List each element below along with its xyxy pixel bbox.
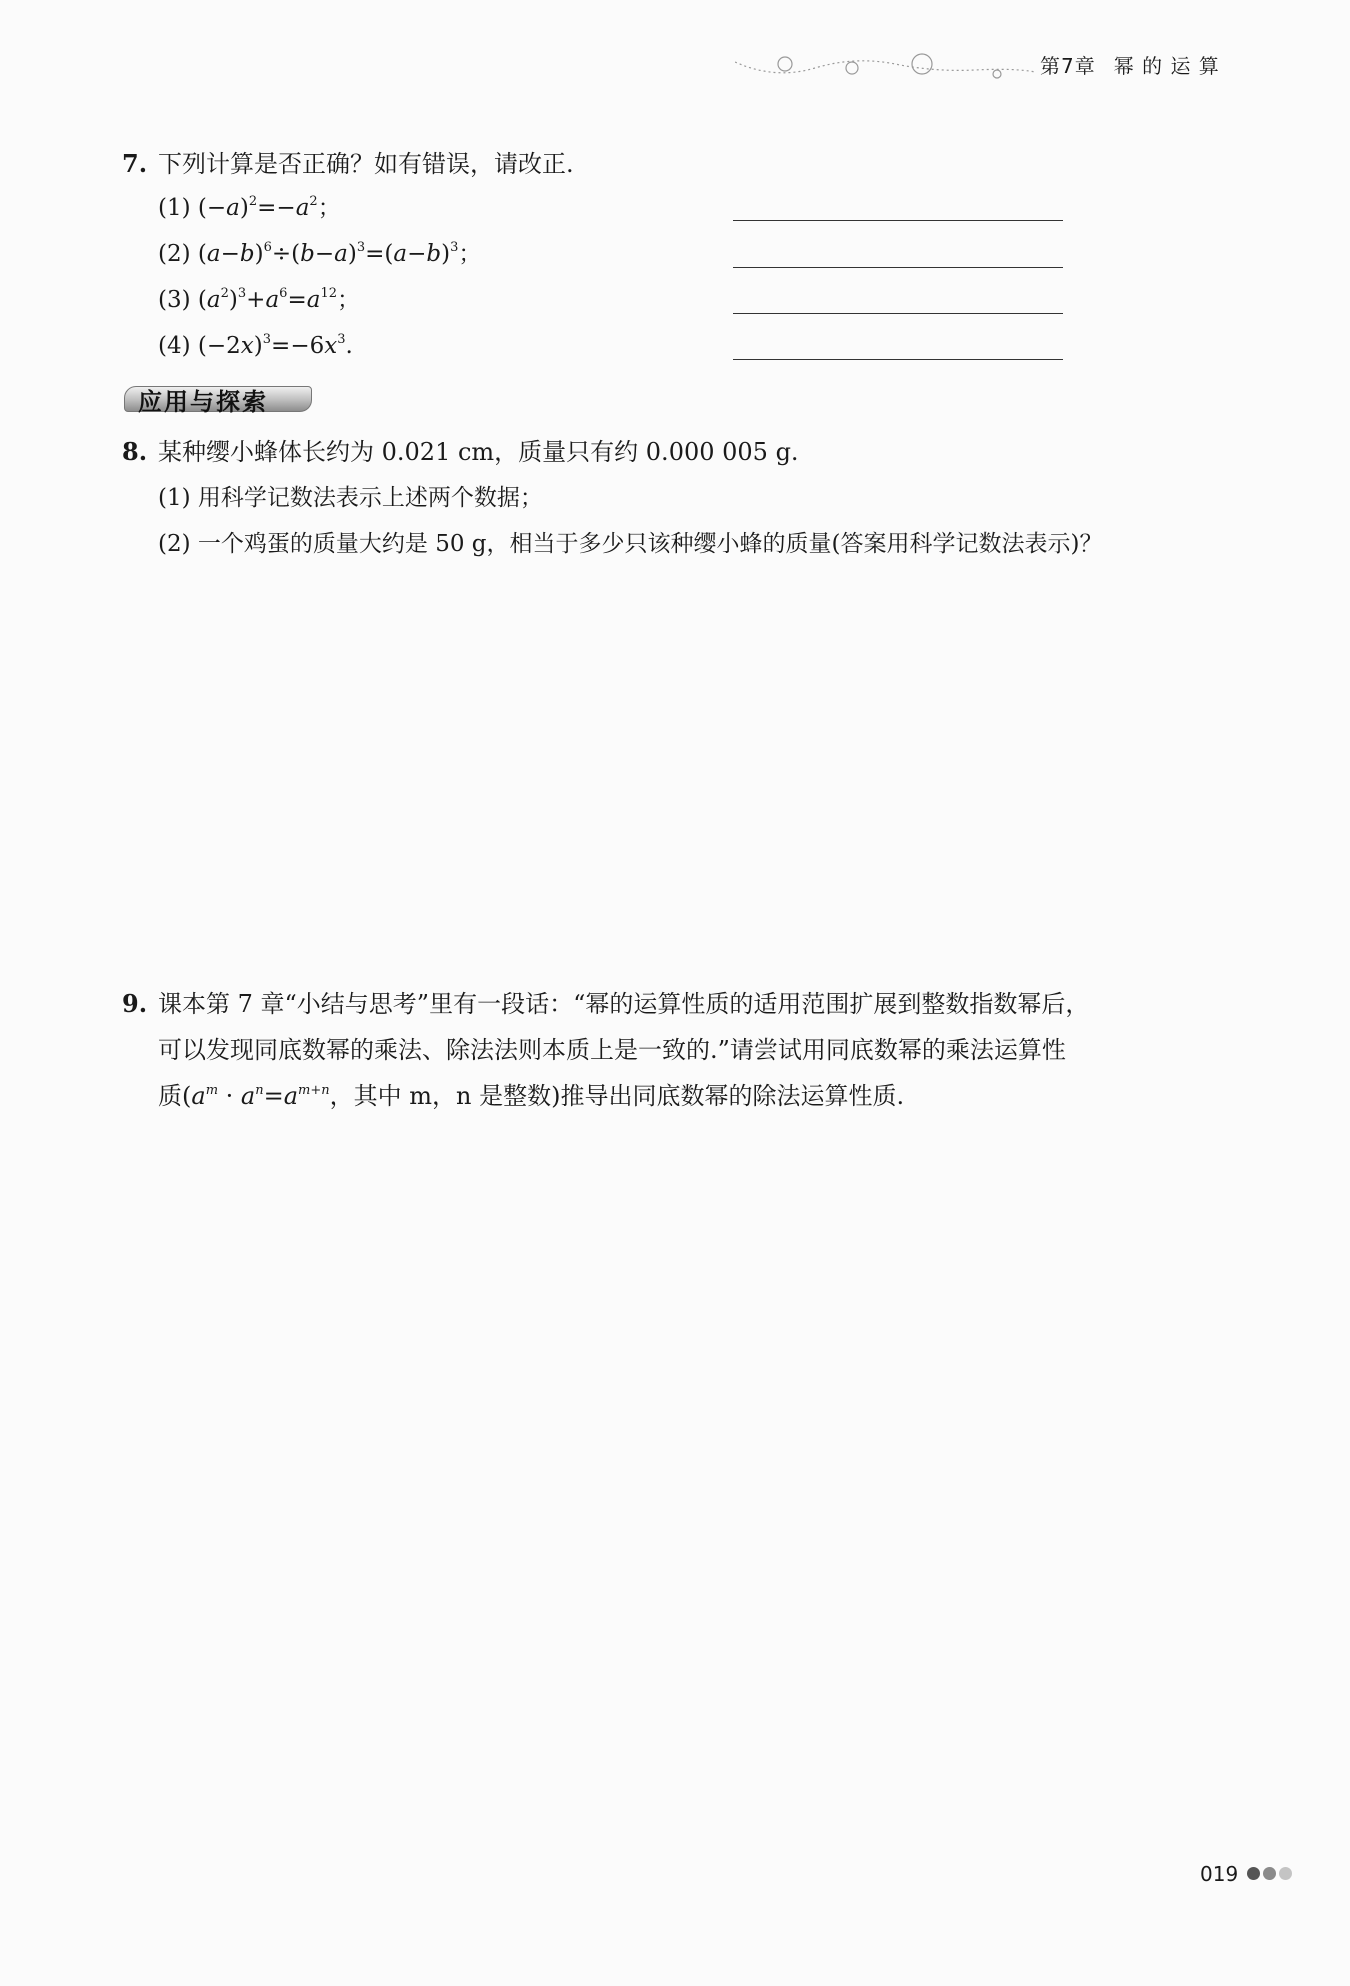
chapter-header	[1040, 50, 1220, 79]
page-dots	[1247, 1865, 1295, 1884]
question-9-line-2: 可以发现同底数幂的乘法、除法法则本质上是一致的.”请尝试用同底数幂的乘法运算性	[158, 1036, 1066, 1064]
chapter-title: 幂 的 运 算	[1113, 54, 1220, 78]
header-decoration	[735, 50, 1035, 90]
question-7-number: 7.	[122, 149, 148, 178]
chapter-number: 第7章	[1040, 54, 1096, 78]
dot-icon	[1247, 1867, 1260, 1880]
item-label: (2)	[158, 241, 191, 267]
section-title: 应用与探索	[138, 388, 268, 416]
question-7-item-2: (2) $(a-b)^6\div(b-a)^3=(a-b)^3$；	[158, 240, 482, 267]
answer-line-1[interactable]	[733, 220, 1063, 221]
question-9-line-3: 质($a^m \cdot a^n=a^{m+n}$，其中 m，n 是整数)推导出同底数幂的除法运算性质.	[158, 1082, 905, 1110]
answer-line-3[interactable]	[733, 313, 1063, 314]
question-8-part-1: (1) 用科学记数法表示上述两个数据；	[158, 485, 543, 511]
question-7-item-3: (3) $(a^2)^3+a^6=a^{12}$；	[158, 286, 360, 313]
item-label: (4)	[158, 333, 191, 359]
question-7-text: 下列计算是否正确？如有错误，请改正.	[158, 150, 574, 178]
dot-icon	[1279, 1867, 1292, 1880]
answer-line-4[interactable]	[733, 359, 1063, 360]
question-8-part-2: (2) 一个鸡蛋的质量大约是 50 g，相当于多少只该种缨小蜂的质量(答案用科学记数法表示)？	[158, 531, 1103, 557]
question-7-item-1: (1) $(-a)^2=-a^2$；	[158, 194, 341, 221]
answer-line-2[interactable]	[733, 267, 1063, 268]
question-9-line-1	[122, 988, 1089, 1020]
dot-icon	[1263, 1867, 1276, 1880]
question-9-text-3: ，其中 m，n 是整数)推导出同底数幂的除法运算性质.	[329, 1082, 905, 1110]
question-9-text-1: 课本第 7 章“小结与思考”里有一段话：“幂的运算性质的适用范围扩展到整数指数幂后，	[158, 990, 1090, 1018]
question-7-item-4: (4) $(-2x)^3=-6x^3$.	[158, 332, 353, 359]
section-badge	[124, 382, 310, 416]
item-label: (1)	[158, 195, 191, 221]
question-7-stem	[122, 148, 574, 180]
question-9-number: 9.	[122, 989, 148, 1018]
item-label: (3)	[158, 287, 191, 313]
question-8-text: 某种缨小蜂体长约为 0.021 cm，质量只有约 0.000 005 g.	[158, 438, 799, 466]
page-number: 019	[1200, 1862, 1239, 1886]
question-8-stem	[122, 436, 799, 468]
question-8-number: 8.	[122, 437, 148, 466]
